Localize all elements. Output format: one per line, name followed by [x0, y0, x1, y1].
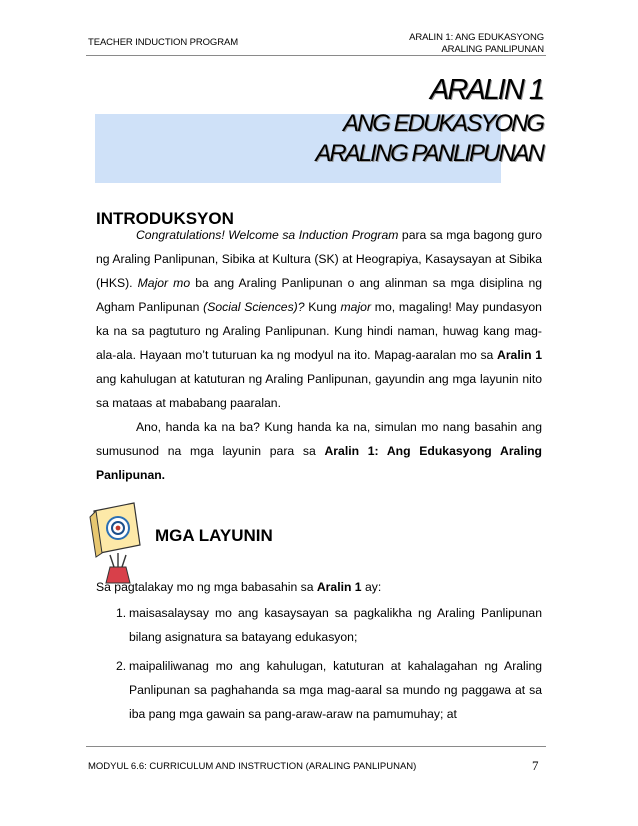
p1-s4: ba ang Araling Panlipunan o ang alinman sa mga disiplina ng Agham Panlipunan [96, 276, 543, 314]
page-number: 7 [532, 758, 539, 773]
list-item-text: maipaliliwanag mo ang kahulugan, katuturan at kahalagahan ng Araling Panlipunan sa paghahanda sa mga mag-aaral sa mundo ng paggawa at sa iba pang mga gawain sa pang-araw-araw na pamumuhay; at [129, 659, 542, 721]
p2-s2: Aralin 1: Ang Edukasyong Araling Panlipunan. [96, 444, 542, 482]
intro-paragraph-2 [96, 415, 542, 487]
header-right-line2: ARALING PANLIPUNAN [441, 44, 544, 55]
p1-s9: Aralin 1 [497, 348, 542, 362]
p1-s2: para sa mga bagong guro ng Araling Panlipunan, Sibika at Kultura (SK) at Heograpiya, Kasaysayan at Sibika (HKS). [96, 228, 542, 290]
p1-s10: ang kahulugan at katuturan ng Araling Panlipunan, gayundin ang mga layunin nito sa mataas at mababang paaralan. [96, 372, 542, 410]
p2-s1: Ano, handa ka na ba? Kung handa ka na, simulan mo nang basahin ang sumusunod na mga layunin para sa [96, 420, 542, 458]
title-line3: ARALING PANLIPUNAN [315, 140, 543, 167]
layunin-intro-pre: Sa pagtalakay mo ng mga babasahin sa [96, 580, 317, 594]
layunin-intro-bold: Aralin 1 [316, 580, 362, 594]
footer-rule [86, 746, 546, 747]
p1-s3: Major mo [137, 276, 191, 290]
list-item-text: maisasalaysay mo ang kasaysayan sa pagkalikha ng Araling Panlipunan bilang asignatura sa batayang edukasyon; [129, 606, 542, 644]
p1-s8: mo, magaling! May pundasyon ka na sa pagtuturo ng Araling Panlipunan. Kung hindi naman, huwag kang mag-ala-ala. Hayaan mo’t tuturuan ka ng modyul na ito. Mapag-aaralan mo sa [96, 300, 542, 362]
header-rule [86, 55, 546, 56]
footer-module-title: MODYUL 6.6: CURRICULUM AND INSTRUCTION (ARALING PANLIPUNAN) [88, 761, 417, 772]
target-presentation-icon [88, 497, 148, 587]
p1-s7: major [340, 300, 372, 314]
layunin-intro [96, 580, 381, 594]
list-item [116, 601, 542, 649]
p1-s1: Congratulations! Welcome sa Induction Program [136, 228, 399, 242]
header-right [409, 32, 544, 56]
list-item-number: 2. [116, 659, 127, 673]
title-line2: ANG EDUKASYONG [342, 110, 543, 137]
layunin-intro-post: ay: [361, 580, 382, 594]
title-line1: ARALIN 1 [430, 74, 543, 106]
layunin-heading: MGA LAYUNIN [155, 526, 273, 545]
list-item [116, 654, 542, 726]
header-left: TEACHER INDUCTION PROGRAM [88, 37, 239, 48]
intro-paragraph-1 [96, 223, 542, 415]
p1-s6: Kung [304, 300, 341, 314]
p1-s5: (Social Sciences)? [203, 300, 305, 314]
header-right-line1: ARALIN 1: ANG EDUKASYONG [409, 32, 544, 43]
intro-heading: INTRODUKSYON [96, 209, 234, 228]
list-item-number: 1. [116, 606, 127, 620]
